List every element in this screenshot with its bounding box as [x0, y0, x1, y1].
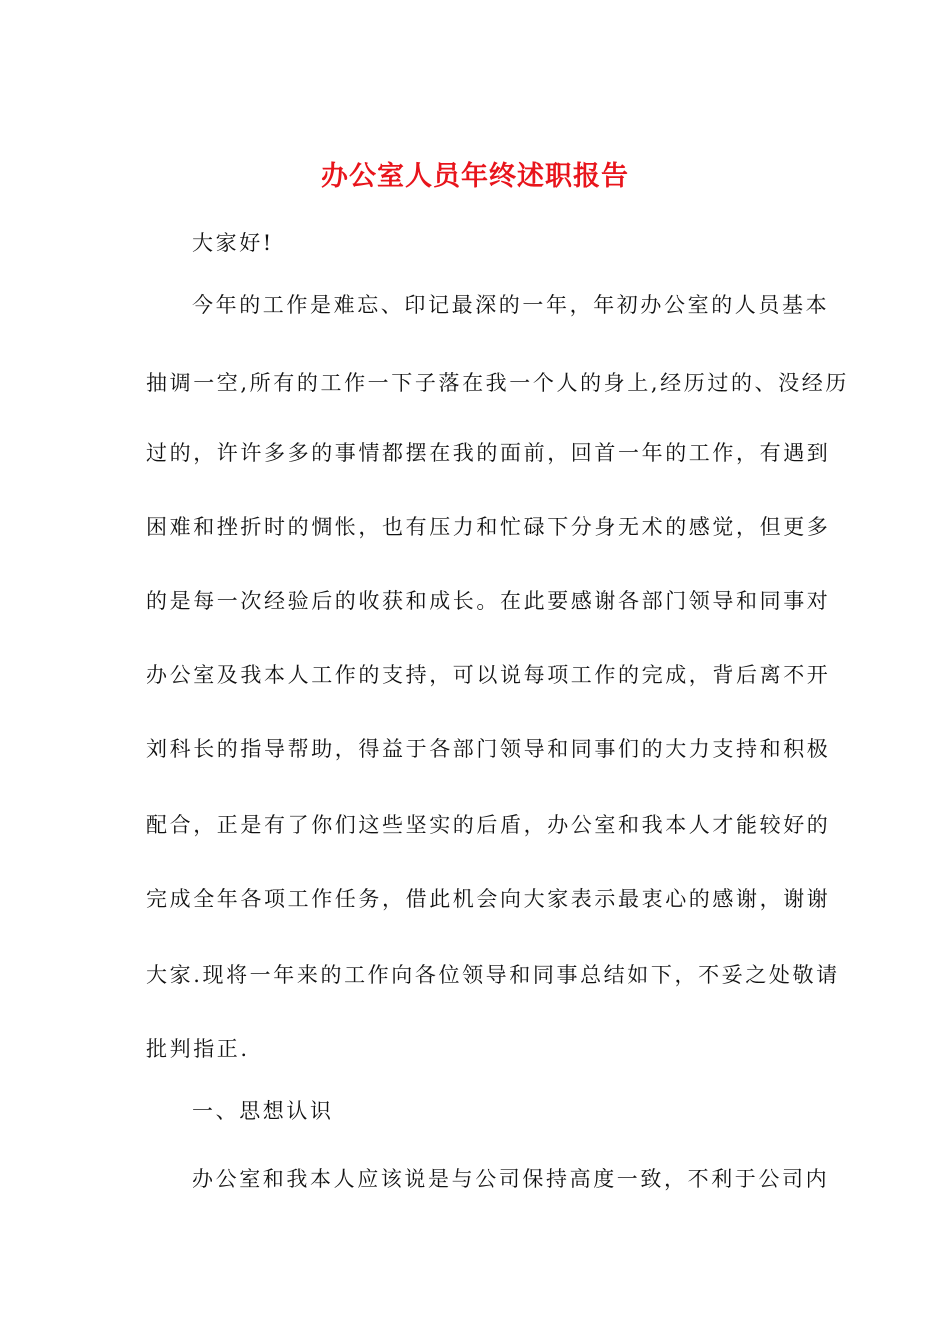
document-title: 办公室人员年终述职报告: [321, 161, 629, 192]
paragraph-line: 大家.现将一年来的工作向各位领导和同事总结如下，不妥之处敬请: [146, 963, 840, 987]
paragraph-line: 办公室及我本人工作的支持，可以说每项工作的完成，背后离不开: [146, 663, 831, 687]
paragraph-line: 抽调一空,所有的工作一下子落在我一个人的身上,经历过的、没经历: [146, 371, 849, 395]
paragraph-line: 的是每一次经验后的收获和成长。在此要感谢各部门领导和同事对: [146, 589, 831, 613]
paragraph-line: 困难和挫折时的惆怅，也有压力和忙碌下分身无术的感觉，但更多: [146, 515, 831, 539]
paragraph-line: 配合，正是有了你们这些坚实的后盾，办公室和我本人才能较好的: [146, 813, 831, 837]
paragraph-line: 完成全年各项工作任务，借此机会向大家表示最衷心的感谢，谢谢: [146, 887, 831, 911]
section-heading: 一、思想认识: [192, 1099, 334, 1123]
paragraph-line: 批判指正.: [146, 1037, 250, 1061]
greeting: 大家好!: [192, 231, 274, 255]
paragraph-line: 过的，许许多多的事情都摆在我的面前，回首一年的工作，有遇到: [146, 441, 831, 465]
paragraph-line: 今年的工作是难忘、印记最深的一年，年初办公室的人员基本: [192, 293, 830, 317]
paragraph-line: 刘科长的指导帮助，得益于各部门领导和同事们的大力支持和积极: [146, 737, 831, 761]
paragraph-line: 办公室和我本人应该说是与公司保持高度一致，不利于公司内: [192, 1167, 830, 1191]
